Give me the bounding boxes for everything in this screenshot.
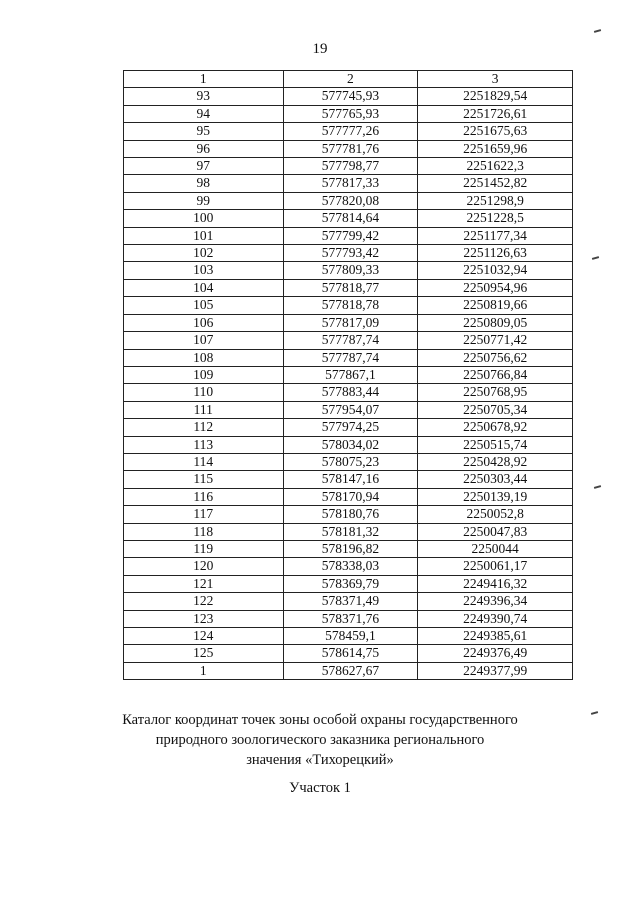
y-coordinate-cell: 2251298,9 — [418, 192, 573, 209]
point-number-cell: 123 — [124, 610, 284, 627]
table-row — [124, 366, 573, 383]
point-number-cell: 98 — [124, 175, 284, 192]
point-number-cell: 105 — [124, 297, 284, 314]
header-y-coordinate: 3 — [418, 71, 573, 88]
x-coordinate-cell: 577974,25 — [283, 419, 418, 436]
point-number-cell: 108 — [124, 349, 284, 366]
y-coordinate-cell: 2251177,34 — [418, 227, 573, 244]
x-coordinate-cell: 577818,77 — [283, 279, 418, 296]
table-row — [124, 227, 573, 244]
point-number-cell: 103 — [124, 262, 284, 279]
header-point-number: 1 — [124, 71, 284, 88]
y-coordinate-cell: 2250303,44 — [418, 471, 573, 488]
point-number-cell: 114 — [124, 453, 284, 470]
section-title: Участок 1 — [289, 780, 351, 796]
x-coordinate-cell: 577818,78 — [283, 297, 418, 314]
table-row — [124, 593, 573, 610]
y-coordinate-cell: 2251659,96 — [418, 140, 573, 157]
y-coordinate-cell: 2249396,34 — [418, 593, 573, 610]
point-number-cell: 101 — [124, 227, 284, 244]
x-coordinate-cell: 577883,44 — [283, 384, 418, 401]
y-coordinate-cell: 2251452,82 — [418, 175, 573, 192]
table-row — [124, 575, 573, 592]
y-coordinate-cell: 2250061,17 — [418, 558, 573, 575]
point-number-cell: 107 — [124, 332, 284, 349]
point-number-cell: 110 — [124, 384, 284, 401]
x-coordinate-cell: 577777,26 — [283, 123, 418, 140]
point-number-cell: 95 — [124, 123, 284, 140]
point-number-cell: 120 — [124, 558, 284, 575]
point-number-cell: 113 — [124, 436, 284, 453]
y-coordinate-cell: 2251126,63 — [418, 245, 573, 262]
y-coordinate-cell: 2250771,42 — [418, 332, 573, 349]
header-x-coordinate: 2 — [283, 71, 418, 88]
point-number-cell: 102 — [124, 245, 284, 262]
table-body — [124, 88, 573, 680]
scan-mark — [594, 29, 601, 33]
table-row — [124, 262, 573, 279]
table-row — [124, 401, 573, 418]
point-number-cell: 93 — [124, 88, 284, 105]
x-coordinate-cell: 577793,42 — [283, 245, 418, 262]
x-coordinate-cell: 578075,23 — [283, 453, 418, 470]
x-coordinate-cell: 577809,33 — [283, 262, 418, 279]
x-coordinate-cell: 577781,76 — [283, 140, 418, 157]
y-coordinate-cell: 2250768,95 — [418, 384, 573, 401]
point-number-cell: 125 — [124, 645, 284, 662]
x-coordinate-cell: 577817,09 — [283, 314, 418, 331]
table-row — [124, 384, 573, 401]
point-number-cell: 94 — [124, 105, 284, 122]
y-coordinate-cell: 2250954,96 — [418, 279, 573, 296]
x-coordinate-cell: 577954,07 — [283, 401, 418, 418]
point-number-cell: 121 — [124, 575, 284, 592]
point-number-cell: 119 — [124, 540, 284, 557]
point-number-cell: 118 — [124, 523, 284, 540]
x-coordinate-cell: 578459,1 — [283, 628, 418, 645]
caption-line: значения «Тихорецкий» — [246, 752, 394, 768]
point-number-cell: 112 — [124, 419, 284, 436]
y-coordinate-cell: 2250756,62 — [418, 349, 573, 366]
caption-line: природного зоологического заказника регионального — [155, 732, 485, 748]
y-coordinate-cell: 2251622,3 — [418, 158, 573, 175]
table-row — [124, 210, 573, 227]
y-coordinate-cell: 2250705,34 — [418, 401, 573, 418]
y-coordinate-cell: 2250139,19 — [418, 488, 573, 505]
y-coordinate-cell: 2249385,61 — [418, 628, 573, 645]
x-coordinate-cell: 578170,94 — [283, 488, 418, 505]
table-row — [124, 349, 573, 366]
point-number-cell: 100 — [124, 210, 284, 227]
catalog-caption — [0, 710, 640, 770]
x-coordinate-cell: 578627,67 — [283, 662, 418, 679]
table-row — [124, 158, 573, 175]
point-number-cell: 111 — [124, 401, 284, 418]
point-number-cell: 1 — [124, 662, 284, 679]
scan-mark — [592, 256, 599, 260]
table-header-row — [124, 71, 573, 88]
table-row — [124, 419, 573, 436]
scan-mark — [594, 485, 601, 489]
y-coordinate-cell: 2251228,5 — [418, 210, 573, 227]
point-number-cell: 97 — [124, 158, 284, 175]
y-coordinate-cell: 2251829,54 — [418, 88, 573, 105]
point-number-cell: 117 — [124, 506, 284, 523]
table-row — [124, 175, 573, 192]
point-number-cell: 104 — [124, 279, 284, 296]
x-coordinate-cell: 577798,77 — [283, 158, 418, 175]
y-coordinate-cell: 2249416,32 — [418, 575, 573, 592]
x-coordinate-cell: 578147,16 — [283, 471, 418, 488]
x-coordinate-cell: 577787,74 — [283, 332, 418, 349]
table-row — [124, 332, 573, 349]
x-coordinate-cell: 578371,49 — [283, 593, 418, 610]
caption-line: Каталог координат точек зоны особой охраны государственного — [122, 712, 518, 728]
point-number-cell: 96 — [124, 140, 284, 157]
x-coordinate-cell: 578180,76 — [283, 506, 418, 523]
table-row — [124, 314, 573, 331]
x-coordinate-cell: 578338,03 — [283, 558, 418, 575]
table-row — [124, 558, 573, 575]
y-coordinate-cell: 2250044 — [418, 540, 573, 557]
table-row — [124, 628, 573, 645]
point-number-cell: 115 — [124, 471, 284, 488]
point-number-cell: 109 — [124, 366, 284, 383]
y-coordinate-cell: 2250678,92 — [418, 419, 573, 436]
table-row — [124, 506, 573, 523]
table-row — [124, 123, 573, 140]
x-coordinate-cell: 578371,76 — [283, 610, 418, 627]
x-coordinate-cell: 577745,93 — [283, 88, 418, 105]
table-row — [124, 610, 573, 627]
x-coordinate-cell: 577799,42 — [283, 227, 418, 244]
table-row — [124, 540, 573, 557]
y-coordinate-cell: 2251726,61 — [418, 105, 573, 122]
x-coordinate-cell: 578369,79 — [283, 575, 418, 592]
table-row — [124, 105, 573, 122]
x-coordinate-cell: 577787,74 — [283, 349, 418, 366]
x-coordinate-cell: 578181,32 — [283, 523, 418, 540]
x-coordinate-cell: 578614,75 — [283, 645, 418, 662]
x-coordinate-cell: 577817,33 — [283, 175, 418, 192]
x-coordinate-cell: 578034,02 — [283, 436, 418, 453]
point-number-cell: 122 — [124, 593, 284, 610]
table-row — [124, 88, 573, 105]
y-coordinate-cell: 2250515,74 — [418, 436, 573, 453]
table-row — [124, 662, 573, 679]
table-row — [124, 140, 573, 157]
coordinates-table — [123, 70, 573, 680]
x-coordinate-cell: 577765,93 — [283, 105, 418, 122]
x-coordinate-cell: 577820,08 — [283, 192, 418, 209]
y-coordinate-cell: 2250809,05 — [418, 314, 573, 331]
point-number-cell: 99 — [124, 192, 284, 209]
table-row — [124, 523, 573, 540]
table-row — [124, 488, 573, 505]
y-coordinate-cell: 2250047,83 — [418, 523, 573, 540]
table-row — [124, 245, 573, 262]
table-row — [124, 453, 573, 470]
table-row — [124, 436, 573, 453]
y-coordinate-cell: 2249376,49 — [418, 645, 573, 662]
y-coordinate-cell: 2249377,99 — [418, 662, 573, 679]
y-coordinate-cell: 2251675,63 — [418, 123, 573, 140]
table-row — [124, 297, 573, 314]
point-number-cell: 124 — [124, 628, 284, 645]
page-number: 19 — [312, 41, 328, 57]
x-coordinate-cell: 577867,1 — [283, 366, 418, 383]
table-row — [124, 279, 573, 296]
y-coordinate-cell: 2250819,66 — [418, 297, 573, 314]
y-coordinate-cell: 2249390,74 — [418, 610, 573, 627]
x-coordinate-cell: 577814,64 — [283, 210, 418, 227]
point-number-cell: 116 — [124, 488, 284, 505]
y-coordinate-cell: 2250428,92 — [418, 453, 573, 470]
table-row — [124, 192, 573, 209]
y-coordinate-cell: 2250766,84 — [418, 366, 573, 383]
y-coordinate-cell: 2251032,94 — [418, 262, 573, 279]
table-row — [124, 471, 573, 488]
x-coordinate-cell: 578196,82 — [283, 540, 418, 557]
point-number-cell: 106 — [124, 314, 284, 331]
y-coordinate-cell: 2250052,8 — [418, 506, 573, 523]
table-row — [124, 645, 573, 662]
